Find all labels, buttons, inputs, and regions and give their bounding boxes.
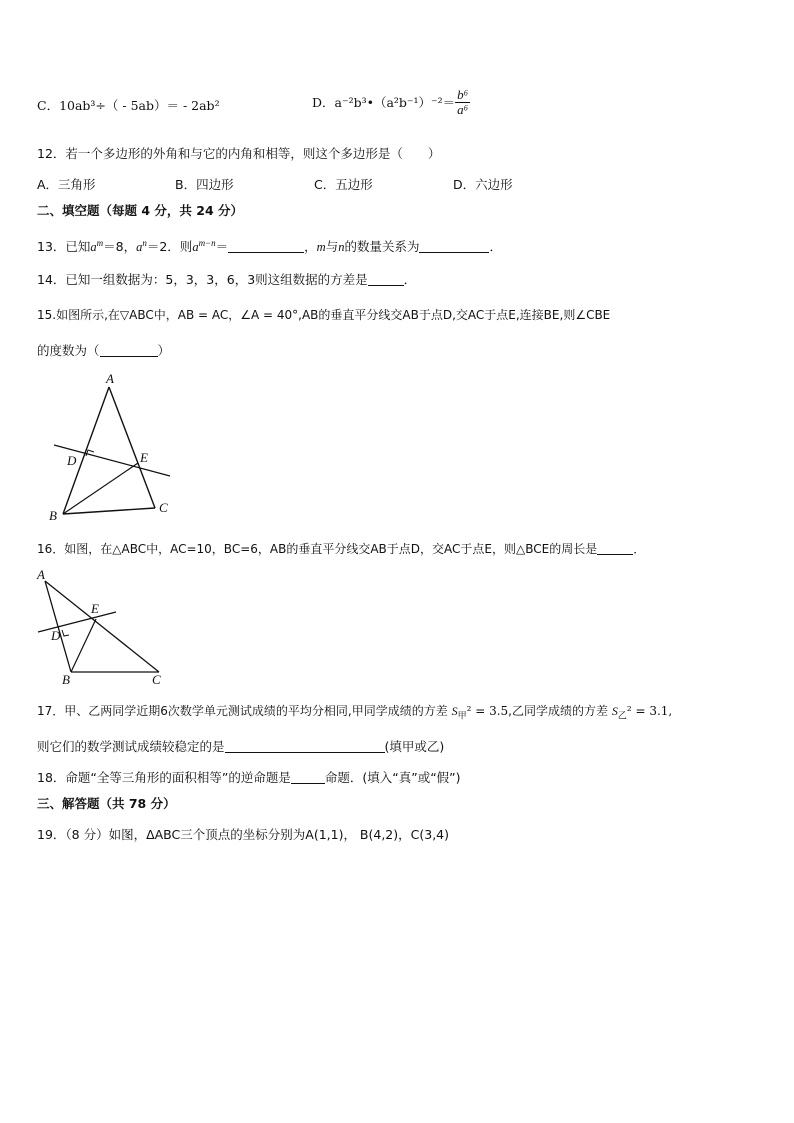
variance-symbol-yi: S — [611, 704, 618, 718]
q13-var-a: a — [90, 240, 97, 255]
subscript-yi: 乙 — [617, 711, 627, 722]
q13-var-n: n — [338, 240, 345, 255]
answer-blank[interactable] — [291, 769, 325, 784]
q17-text: (填甲或乙) — [384, 739, 445, 754]
q14-text: 14．已知一组数据为：5，3，3，6，3则这组数据的方差是 — [37, 272, 368, 287]
label-d: D — [67, 453, 77, 468]
answer-blank[interactable] — [228, 238, 304, 253]
label-a: A — [106, 371, 114, 386]
q11-option-d-prefix: D．a⁻²b³•（a²b⁻¹）⁻²＝ — [312, 94, 456, 110]
q12-option-a: A．三角形 — [37, 177, 96, 192]
fraction-numerator: b⁶ — [457, 87, 469, 102]
q16-triangle-figure — [34, 566, 164, 686]
q13-exp-n: n — [142, 238, 147, 248]
q12-stem: 12．若一个多边形的外角和与它的内角和相等，则这个多边形是（ ） — [37, 146, 441, 161]
q13-exp-m-minus-n: m−n — [198, 238, 216, 248]
q11-option-c: C．10ab³÷（ - 5ab）＝ - 2ab² — [37, 98, 220, 113]
q13-line — [37, 234, 502, 256]
fraction-denominator: a⁶ — [457, 102, 469, 117]
answer-blank[interactable] — [100, 342, 158, 357]
q15-text: 的度数为（ — [37, 343, 100, 358]
label-b: B — [49, 508, 57, 523]
q13-text: ， — [304, 239, 317, 255]
q13-text: 的数量关系为 — [344, 239, 420, 255]
q13-text: ． — [489, 239, 502, 255]
q16-line — [37, 540, 645, 558]
q16-text: ． — [633, 542, 646, 556]
segment-be — [71, 619, 96, 672]
q13-text: ＝ — [215, 239, 229, 255]
section-title-solutions: 三、解答题（共 78 分） — [37, 796, 176, 811]
q19-stem: 19．（8 分）如图，ΔABC三个顶点的坐标分别为A(1,1)， B(4,2)，C(3,4) — [37, 827, 449, 842]
q11-option-d — [312, 88, 470, 117]
q15-line2 — [37, 342, 170, 360]
side-bc — [63, 508, 155, 514]
q15-line1: 15.如图所示,在▽ABC中，AB = AC，∠A = 40°,AB的垂直平分线交AB于点D,交AC于点E,连接BE,则∠CBE — [37, 308, 611, 322]
answer-blank[interactable] — [597, 540, 633, 555]
q13-exp-m: m — [96, 238, 104, 248]
variance-value-jia: ² = 3.5 — [466, 704, 509, 718]
q11-option-d-fraction — [455, 88, 470, 117]
q17-line1 — [37, 702, 672, 725]
q17-text: 17．甲、乙两同学近期6次数学单元测试成绩的平均分相同,甲同学成绩的方差 — [37, 704, 448, 718]
side-ab — [63, 387, 109, 514]
q12-option-c: C．五边形 — [314, 177, 373, 192]
answer-blank[interactable] — [368, 271, 404, 286]
q13-var-m: m — [316, 240, 326, 255]
label-e: E — [91, 601, 99, 616]
section-title-fill-in: 二、填空题（每题 4 分，共 24 分） — [37, 203, 244, 218]
q16-text: 16．如图，在△ABC中，AC=10，BC=6，AB的垂直平分线交AB于点D，交AC于点E，则△BCE的周长是 — [37, 542, 598, 556]
q12-option-b: B．四边形 — [175, 177, 234, 192]
right-angle-mark — [62, 630, 69, 636]
label-a: A — [37, 567, 45, 582]
answer-blank[interactable] — [225, 738, 385, 753]
q18-text: 18．命题“全等三角形的面积相等”的逆命题是 — [37, 770, 291, 785]
q13-text: ＝8， — [103, 239, 137, 255]
variance-symbol-jia: S — [451, 704, 458, 718]
label-e: E — [140, 450, 148, 465]
q17-text: ,乙同学成绩的方差 — [508, 704, 608, 718]
variance-value-yi: ² = 3.1, — [626, 704, 673, 718]
q13-var-a: a — [136, 240, 143, 255]
q18-text: 命题．(填入“真”或“假”) — [324, 770, 461, 785]
segment-be — [63, 463, 138, 514]
label-b: B — [62, 672, 70, 686]
q17-text: 则它们的数学测试成绩较稳定的是 — [37, 739, 225, 754]
label-c: C — [159, 500, 168, 515]
label-c: C — [152, 672, 161, 686]
subscript-jia: 甲 — [457, 711, 467, 722]
q14-text: ． — [403, 272, 417, 287]
side-ac — [109, 387, 155, 508]
q15-text: ） — [157, 343, 171, 358]
q14-line — [37, 271, 416, 289]
q18-line — [37, 769, 461, 787]
q15-triangle-figure — [34, 370, 174, 525]
label-d: D — [51, 628, 61, 643]
q13-var-a: a — [192, 240, 199, 255]
side-ac — [45, 581, 159, 672]
q13-text: 13．已知 — [37, 239, 91, 255]
q13-text: 与 — [325, 239, 339, 255]
q12-option-d: D．六边形 — [453, 177, 513, 192]
q17-line2 — [37, 738, 444, 756]
q13-text: ＝2．则 — [146, 239, 193, 255]
answer-blank[interactable] — [419, 238, 489, 253]
